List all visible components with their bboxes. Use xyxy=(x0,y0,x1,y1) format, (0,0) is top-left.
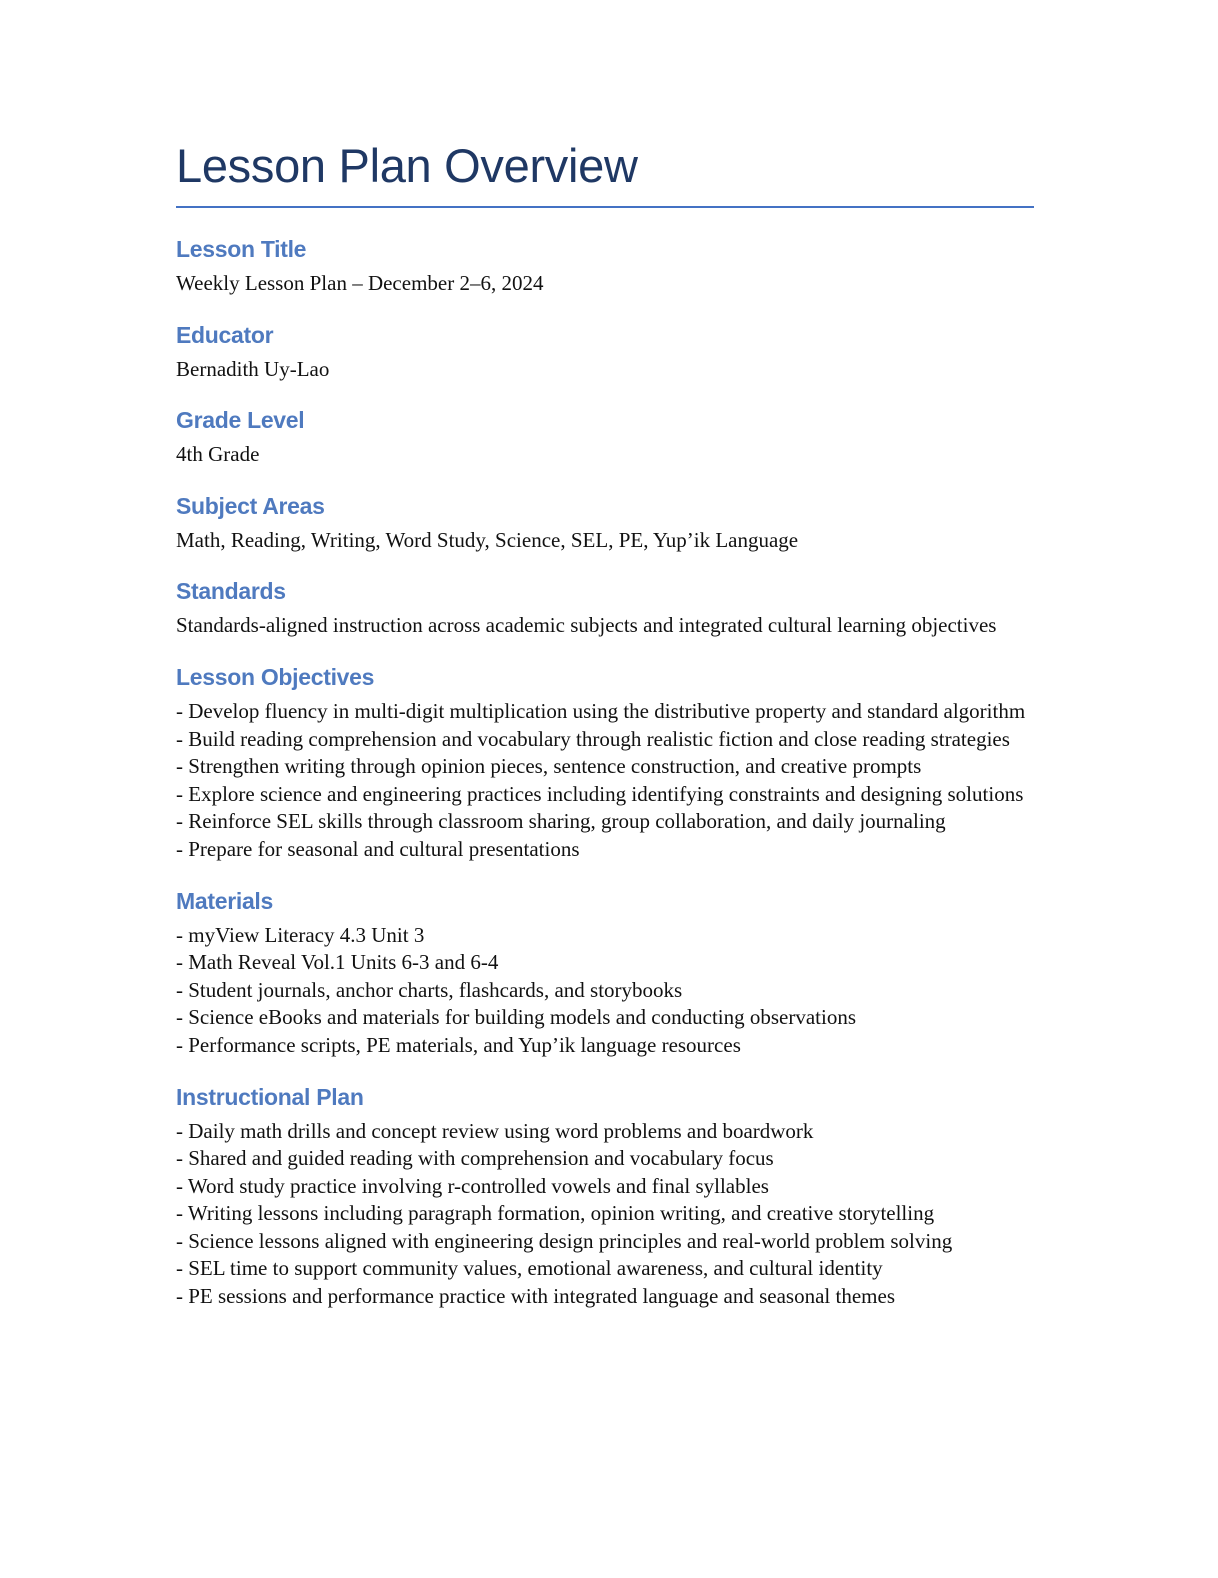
list-item: - Develop fluency in multi-digit multiplication using the distributive property and standard algorithm xyxy=(176,698,1026,723)
section-subject-areas xyxy=(176,491,1034,555)
section-heading: Subject Areas xyxy=(176,492,325,519)
section-text: Weekly Lesson Plan – December 2–6, 2024 xyxy=(176,271,544,295)
document-page xyxy=(176,138,1034,1311)
section-instructional-plan xyxy=(176,1082,1034,1311)
list-item: - Reinforce SEL skills through classroom sharing, group collaboration, and daily journaling xyxy=(176,809,946,834)
list-item: - Writing lessons including paragraph formation, opinion writing, and creative storytelling xyxy=(176,1201,935,1226)
section-educator xyxy=(176,320,1034,384)
list-item: - Word study practice involving r-controlled vowels and final syllables xyxy=(176,1173,769,1198)
section-heading: Lesson Objectives xyxy=(176,663,375,690)
section-heading: Educator xyxy=(176,321,274,348)
section-heading: Lesson Title xyxy=(176,236,307,262)
list-item: - Science eBooks and materials for building models and conducting observations xyxy=(176,1005,857,1030)
section-materials xyxy=(176,886,1034,1060)
objectives-list xyxy=(176,698,1034,864)
list-item: - Build reading comprehension and vocabulary through realistic fiction and close reading strategies xyxy=(176,726,1010,751)
list-item: - Strengthen writing through opinion pieces, sentence construction, and creative prompts xyxy=(176,754,922,779)
section-heading: Materials xyxy=(176,887,274,914)
section-text: Math, Reading, Writing, Word Study, Science, SEL, PE, Yup’ik Language xyxy=(176,527,799,552)
list-item: - Daily math drills and concept review using word problems and boardwork xyxy=(176,1118,814,1143)
list-item: - Science lessons aligned with engineering design principles and real-world problem solving xyxy=(176,1228,953,1253)
list-item: - Math Reveal Vol.1 Units 6-3 and 6-4 xyxy=(176,950,499,975)
section-heading: Instructional Plan xyxy=(176,1083,364,1110)
section-standards xyxy=(176,576,1034,640)
section-grade-level xyxy=(176,405,1034,469)
section-text: 4th Grade xyxy=(176,442,260,467)
section-lesson-objectives xyxy=(176,662,1034,864)
list-item: - myView Literacy 4.3 Unit 3 xyxy=(176,922,425,947)
list-item: - Shared and guided reading with comprehension and vocabulary focus xyxy=(176,1146,774,1171)
list-item: - Explore science and engineering practices including identifying constraints and designing solutions xyxy=(176,781,1024,806)
list-item: - Performance scripts, PE materials, and Yup’ik language resources xyxy=(176,1032,741,1057)
page-title: Lesson Plan Overview xyxy=(176,138,1034,208)
section-heading: Standards xyxy=(176,578,286,605)
section-text: Bernadith Uy-Lao xyxy=(176,356,330,381)
section-lesson-title xyxy=(176,234,1034,298)
section-heading: Grade Level xyxy=(176,407,305,434)
list-item: - SEL time to support community values, emotional awareness, and cultural identity xyxy=(176,1256,883,1281)
list-item: - PE sessions and performance practice with integrated language and seasonal themes xyxy=(176,1284,895,1309)
list-item: - Student journals, anchor charts, flashcards, and storybooks xyxy=(176,977,683,1002)
list-item: - Prepare for seasonal and cultural presentations xyxy=(176,836,580,861)
instructional-plan-list xyxy=(176,1118,1034,1311)
materials-list xyxy=(176,922,1034,1060)
section-text: Standards-aligned instruction across academic subjects and integrated cultural learning objectives xyxy=(176,613,997,638)
